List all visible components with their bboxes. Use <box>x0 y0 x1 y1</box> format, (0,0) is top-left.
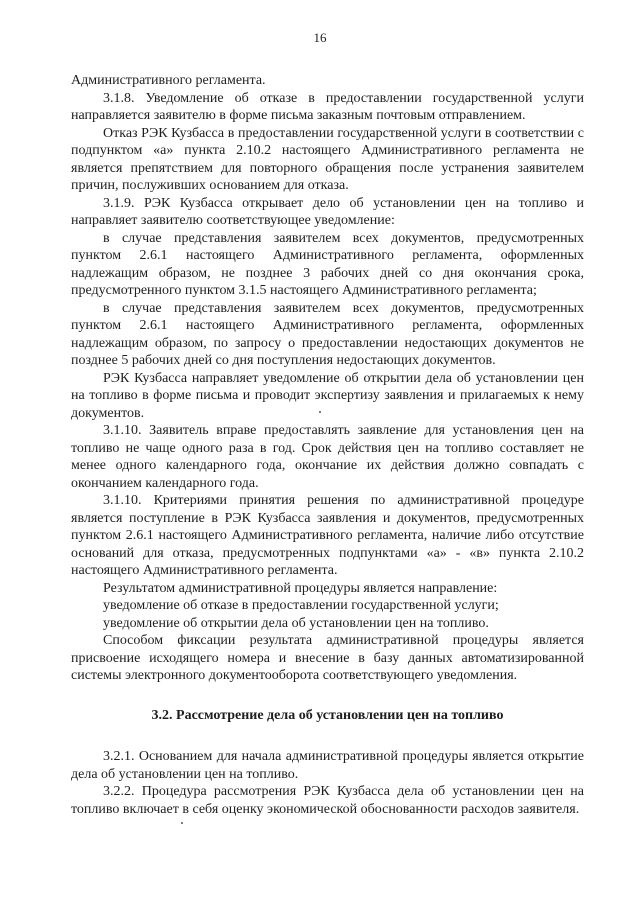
paragraph: уведомление об отказе в предоставлении государственной услуги; <box>103 598 499 613</box>
document-body <box>71 72 584 818</box>
paragraph: 3.1.10. Заявитель вправе предоставлять заявление для установления цен на топливо не чаще одного раза в год. Срок действия цен на топливо составляет не менее одного календарного года, окончание их действия должно совпадать с окончанием календарного года. <box>71 423 584 491</box>
scan-speck <box>181 822 183 824</box>
paragraph: уведомление об открытии дела об установлении цен на топливо. <box>103 615 489 631</box>
paragraph: 3.2.2. Процедура рассмотрения РЭК Кузбасса дела об установлении цен на топливо включает в себя оценку экономической обоснованности расходов заявителя. <box>71 784 584 817</box>
paragraph: 3.1.8. Уведомление об отказе в предоставлении государственной услуги направляется заявителю в форме письма заказным почтовым отправлением. <box>71 90 584 123</box>
paragraph: 3.2.1. Основанием для начала административной процедуры является открытие дела об установлении цен на топливо. <box>71 749 584 782</box>
section-heading: 3.2. Рассмотрение дела об установлении цен на топливо <box>151 707 504 723</box>
paragraph: в случае представления заявителем всех документов, предусмотренных пунктом 2.6.1 настоящего Административного регламента, оформленных надлежащим образом, по запросу о предоставлении недостающих документов не позднее 5 рабочих дней со дня поступления недостающих документов. <box>71 300 584 368</box>
paragraph: РЭК Кузбасса направляет уведомление об открытии дела об установлении цен на топливо в форме письма и проводит экспертизу заявления и прилагаемых к нему документов. <box>71 370 584 421</box>
paragraph: 3.1.9. РЭК Кузбасса открывает дело об установлении цен на топливо и направляет заявителю соответствующее уведомление: <box>71 195 584 228</box>
paragraph: Способом фиксации результата административной процедуры является присвоение исходящего номера и внесение в базу данных автоматизированной системы электронного документооборота соответствующего уведомления. <box>71 633 584 683</box>
page-number: 16 <box>313 30 327 45</box>
paragraph: Отказ РЭК Кузбасса в предоставлении государственной услуги в соответствии с подпунктом «а» пункта 2.10.2 настоящего Административного регламента не является препятствием для повторного обращения после устранения заявителем причин, послуживших основанием для отказа. <box>71 125 584 193</box>
paragraph: в случае представления заявителем всех документов, предусмотренных пунктом 2.6.1 настоящего Административного регламента, оформленных надлежащим образом, не позднее 3 рабочих дней со дня окончания срока, предусмотренного пунктом 3.1.5 настоящего Административного регламента; <box>71 230 584 298</box>
paragraph: Результатом административной процедуры является направление: <box>103 580 498 596</box>
paragraph: Административного регламента. <box>71 73 266 88</box>
paragraph: 3.1.10. Критериями принятия решения по административной процедуре является поступление в РЭК Кузбасса заявления и документов, предусмотренных пунктом 2.6.1 настоящего Административного регламента, наличие либо отсутствие оснований для отказа, предусмотренных подпунктами «а» - «в» пункта 2.10.2 настоящего Административного регламента. <box>71 493 584 578</box>
scan-speck <box>319 411 321 413</box>
